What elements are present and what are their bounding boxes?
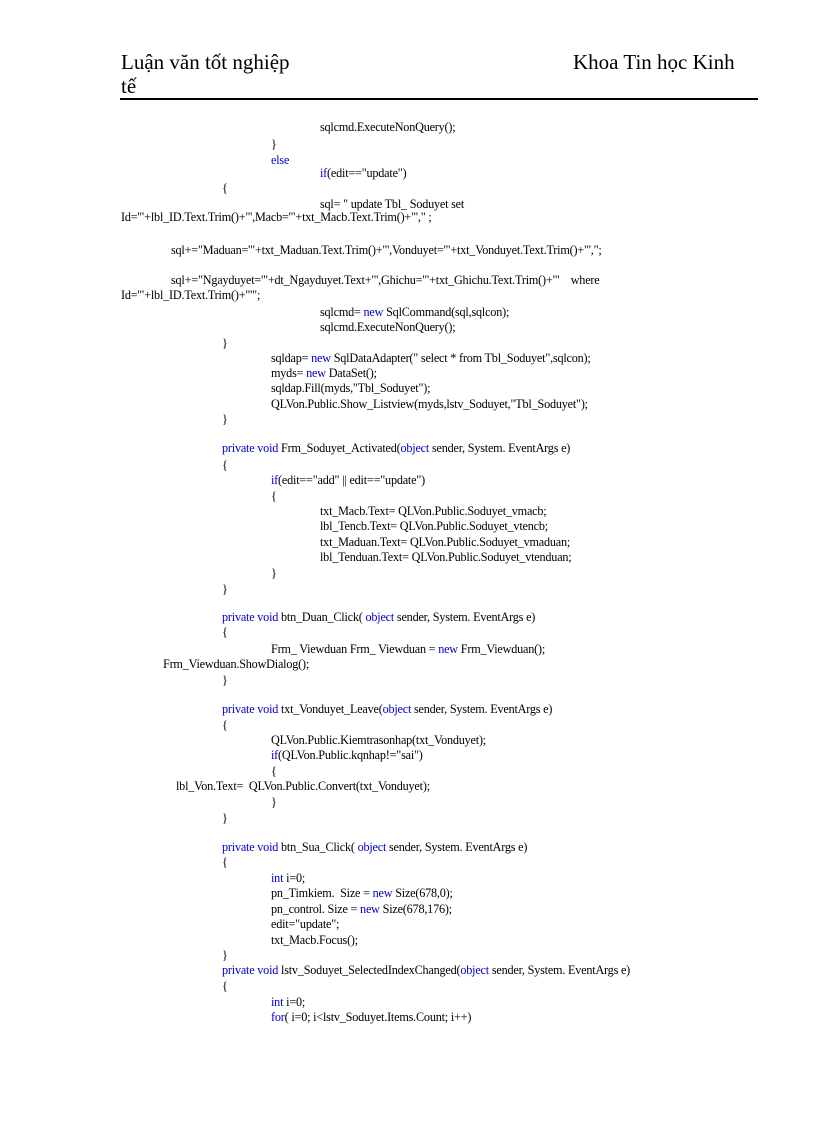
code-line (222, 582, 228, 596)
code-text: { (271, 489, 277, 503)
code-text: Id='"+lbl_ID.Text.Trim()+"'"; (121, 288, 261, 302)
code-keyword: new (311, 351, 331, 365)
code-line (176, 779, 430, 793)
code-text: } (271, 137, 277, 151)
code-line (271, 153, 289, 167)
code-line (121, 210, 432, 224)
header-left-line2: tế (121, 74, 137, 98)
code-text: DataSet(); (325, 366, 377, 380)
code-line (320, 320, 455, 334)
code-line (222, 625, 228, 639)
code-text: sender, System. EventArgs e) (386, 840, 528, 854)
code-text: myds= (271, 366, 307, 380)
code-keyword: new (372, 886, 393, 900)
code-line (271, 733, 486, 747)
header-rule (120, 98, 758, 100)
code-text: } (222, 336, 228, 350)
code-line (320, 305, 509, 319)
code-text: (edit=="add" || edit=="update") (278, 473, 425, 487)
code-text: { (222, 855, 228, 869)
code-line (271, 886, 453, 900)
code-line (163, 657, 309, 671)
code-line (271, 642, 545, 656)
code-line (271, 489, 277, 503)
code-keyword: object (365, 610, 395, 624)
code-text: lbl_Tenduan.Text= QLVon.Public.Soduyet_vtenduan; (320, 550, 572, 564)
code-text: txt_Vonduyet_Leave( (278, 702, 383, 716)
code-text: sender, System. EventArgs e) (429, 441, 571, 455)
code-text: sqldap.Fill(myds,"Tbl_Soduyet"); (271, 381, 431, 395)
code-line (271, 381, 430, 395)
code-text: sql+="Maduan='"+txt_Maduan.Text.Trim()+"',Vonduyet='"+txt_Vonduyet.Text.Trim()+"',"; (171, 243, 602, 257)
code-text: ( i=0; i<lstv_Soduyet.Items.Count; i++) (284, 1010, 472, 1024)
header-right: Khoa Tin học Kinh (573, 50, 735, 74)
code-line (222, 963, 630, 977)
code-line (271, 917, 339, 931)
code-keyword: private void (222, 963, 279, 977)
code-text: Size(678,0); (392, 886, 453, 900)
code-keyword: if (320, 166, 328, 180)
code-line (222, 718, 228, 732)
code-keyword: for (271, 1010, 285, 1024)
code-text: sender, System. EventArgs e) (394, 610, 536, 624)
code-keyword: new (363, 305, 384, 319)
code-text: txt_Maduan.Text= QLVon.Public.Soduyet_vmaduan; (320, 535, 571, 549)
code-line (222, 181, 228, 195)
code-text: sqlcmd= (320, 305, 364, 319)
code-text: txt_Macb.Focus(); (271, 933, 358, 947)
code-line (320, 550, 571, 564)
code-line (320, 166, 406, 180)
code-keyword: new (306, 366, 326, 380)
code-text: { (222, 718, 228, 732)
code-text: pn_Timkiem. Size = (271, 886, 373, 900)
code-line (271, 995, 305, 1009)
code-text: } (271, 795, 277, 809)
code-keyword: object (382, 702, 412, 716)
code-line (222, 458, 228, 472)
code-text: lstv_Soduyet_SelectedIndexChanged( (278, 963, 461, 977)
code-line (271, 137, 277, 151)
code-text: sql= " update Tbl_ Soduyet set (320, 197, 465, 211)
code-line (271, 764, 277, 778)
code-text: Size(678,176); (379, 902, 452, 916)
code-line (171, 273, 599, 287)
code-line (222, 702, 552, 716)
code-text: { (222, 979, 228, 993)
code-line (222, 610, 535, 624)
code-line (222, 979, 228, 993)
code-keyword: else (271, 153, 290, 167)
code-text: } (222, 673, 228, 687)
code-line (271, 397, 588, 411)
code-keyword: private void (222, 702, 279, 716)
code-text: SqlDataAdapter(" select * from Tbl_Soduyet",sqlcon); (330, 351, 591, 365)
code-line (222, 811, 228, 825)
code-text: Frm_ Viewduan Frm_ Viewduan = (271, 642, 439, 656)
code-keyword: object (400, 441, 430, 455)
code-keyword: object (357, 840, 387, 854)
code-line (271, 871, 305, 885)
code-line (121, 288, 260, 302)
code-text: { (271, 764, 277, 778)
code-keyword: object (460, 963, 489, 977)
code-keyword: private void (222, 441, 279, 455)
code-text: } (222, 811, 228, 825)
code-line (222, 855, 228, 869)
code-line (222, 840, 527, 854)
code-line (271, 795, 277, 809)
code-line (171, 243, 602, 257)
code-keyword: if (271, 748, 279, 762)
code-line (320, 519, 548, 533)
code-text: sqlcmd.ExecuteNonQuery(); (320, 320, 456, 334)
code-text: } (222, 948, 228, 962)
code-line (271, 933, 358, 947)
header-left-line1: Luận văn tốt nghiệp (121, 50, 290, 74)
code-text: QLVon.Public.Kiemtrasonhap(txt_Vonduyet); (271, 733, 486, 747)
code-line (320, 197, 464, 211)
code-line (222, 673, 228, 687)
code-text: (QLVon.Public.kqnhap!="sai") (278, 748, 423, 762)
code-line (271, 1010, 471, 1024)
code-line (271, 748, 423, 762)
code-text: lbl_Von.Text= QLVon.Public.Convert(txt_Vonduyet); (176, 779, 430, 793)
code-keyword: new (360, 902, 380, 916)
code-keyword: private void (222, 840, 279, 854)
code-keyword: if (271, 473, 279, 487)
code-line (271, 473, 425, 487)
code-text: Frm_Viewduan.ShowDialog(); (163, 657, 310, 671)
code-text: pn_control. Size = (271, 902, 361, 916)
code-text: Frm_Soduyet_Activated( (278, 441, 401, 455)
code-text: Frm_Viewduan(); (457, 642, 546, 656)
code-keyword: private void (222, 610, 279, 624)
code-text: } (222, 412, 228, 426)
code-keyword: new (438, 642, 458, 656)
code-text: i=0; (283, 995, 306, 1009)
code-line (222, 336, 228, 350)
code-text: sqldap= (271, 351, 312, 365)
code-text: lbl_Tencb.Text= QLVon.Public.Soduyet_vtencb; (320, 519, 548, 533)
code-line (271, 566, 277, 580)
code-keyword: int (271, 995, 284, 1009)
code-text: btn_Sua_Click( (278, 840, 358, 854)
code-text: sender, System. EventArgs e) (488, 963, 631, 977)
code-line (271, 902, 452, 916)
code-line (222, 412, 228, 426)
code-line (320, 120, 455, 134)
code-text: sql+="Ngayduyet='"+dt_Ngayduyet.Text+"',Ghichu='"+txt_Ghichu.Text.Trim()+"' where (171, 273, 600, 287)
code-line (271, 351, 591, 365)
code-text: sender, System. EventArgs e) (411, 702, 553, 716)
code-text: Id='"+lbl_ID.Text.Trim()+"',Macb='"+txt_Macb.Text.Trim()+"'," ; (121, 210, 432, 224)
code-text: { (222, 625, 228, 639)
code-text: btn_Duan_Click( (278, 610, 366, 624)
code-text: (edit=="update") (327, 166, 407, 180)
code-text: SqlCommand(sql,sqlcon); (383, 305, 510, 319)
code-keyword: int (271, 871, 284, 885)
code-line (320, 535, 570, 549)
code-text: { (222, 181, 228, 195)
code-line (271, 366, 377, 380)
code-text: { (222, 458, 228, 472)
code-text: edit="update"; (271, 917, 340, 931)
code-text: i=0; (283, 871, 306, 885)
code-text: sqlcmd.ExecuteNonQuery(); (320, 120, 456, 134)
code-text: } (271, 566, 277, 580)
code-text: } (222, 582, 228, 596)
code-text: QLVon.Public.Show_Listview(myds,lstv_Soduyet,"Tbl_Soduyet"); (271, 397, 588, 411)
code-line (222, 441, 570, 455)
code-text: txt_Macb.Text= QLVon.Public.Soduyet_vmacb; (320, 504, 547, 518)
code-line (222, 948, 228, 962)
code-line (320, 504, 546, 518)
